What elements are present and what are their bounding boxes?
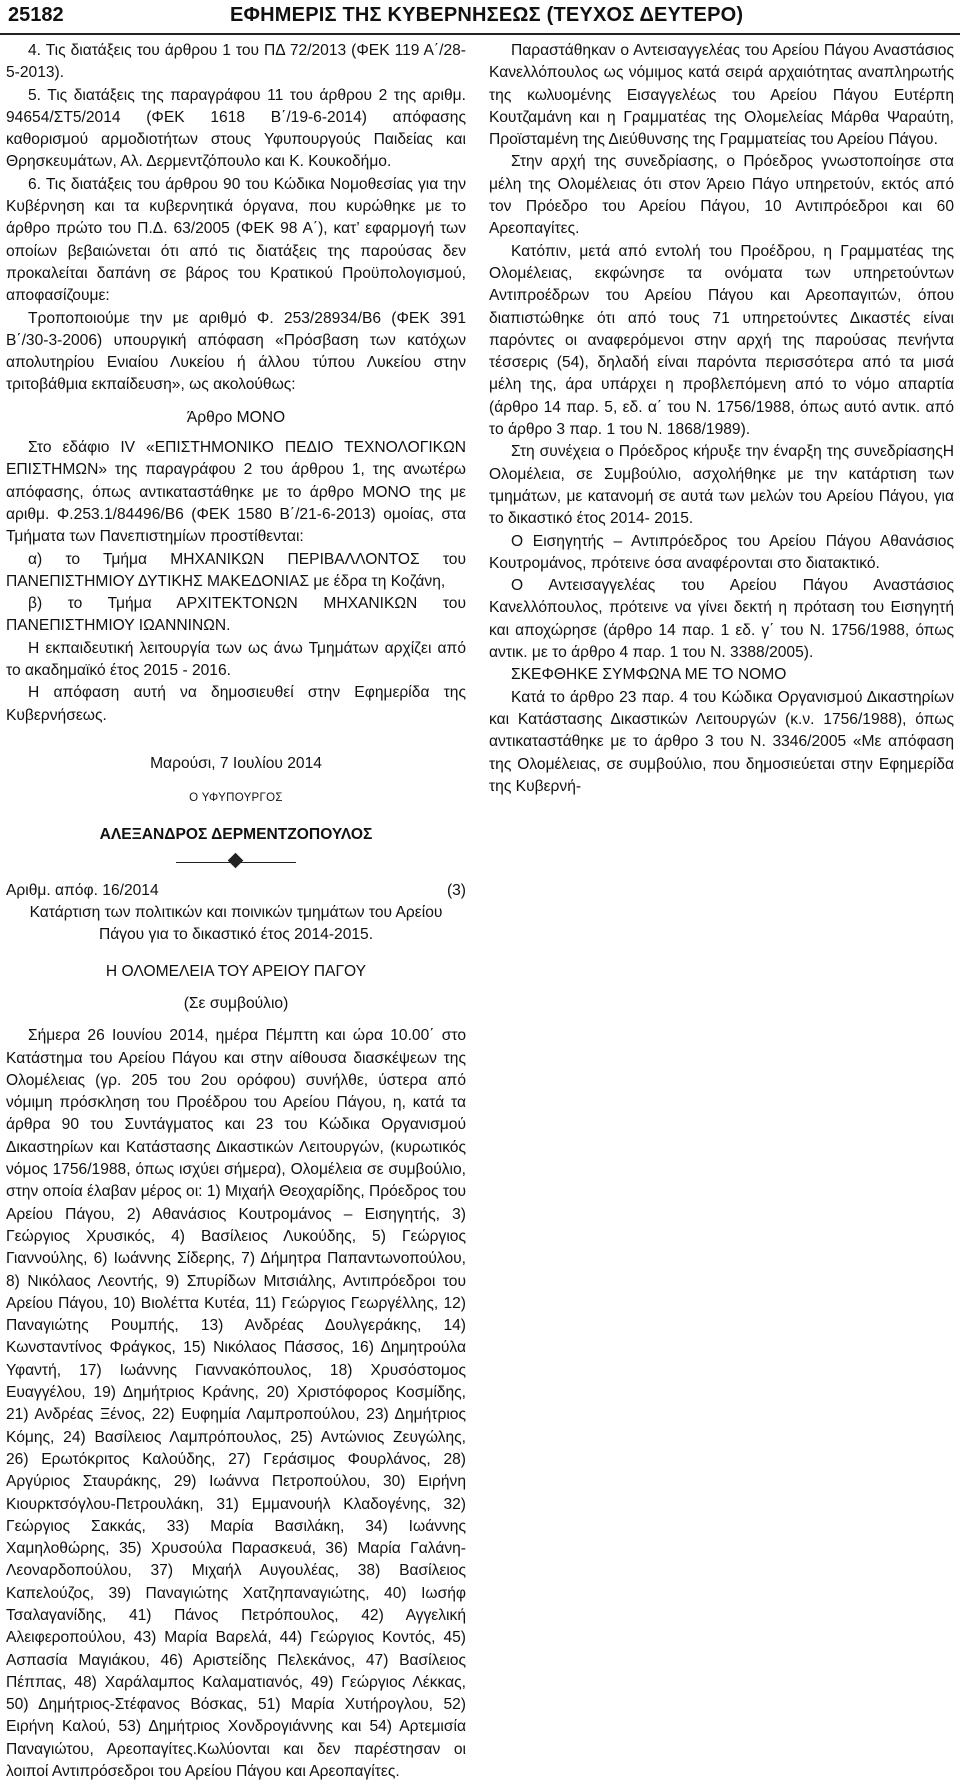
paragraph: Παραστάθηκαν ο Αντεισαγγελέας του Αρείου Πάγου Αναστάσιος Κανελλόπουλος ως νόμιμος κατά σειρά αρχαιότητας αναπληρωτής της κωλυομένης Εισαγγελέως του Αρείου Πάγου Ευτέρπη Κουτζαμάνη και η Γραμματέας της Ολομελείας Μάρθα Ψαραύτη, Προϊσταμένη της Διεύθυνσης της Γραμματείας του Αρείου Πάγου. <box>489 42 954 149</box>
paragraph: Στην αρχή της συνεδρίασης, ο Πρόεδρος γνωστοποίησε στα μέλη της Ολομέλειας ότι στον Άρειο Πάγο υπηρετούν, εκτός από τον Πρόεδρο του Αρείου Πάγου, 10 Αντιπρόεδροι και 60 Αρεοπαγίτες. <box>489 153 954 238</box>
paragraph: β) το Τμήμα ΑΡΧΙΤΕΚΤΟΝΩΝ ΜΗΧΑΝΙΚΩΝ του ΠΑΝΕΠΙΣΤΗΜΙΟΥ ΙΩΑΝΝΙΝΩΝ. <box>6 595 466 635</box>
paragraph: Η απόφαση αυτή να δημοσιευθεί στην Εφημερίδα της Κυβερνήσεως. <box>6 684 466 724</box>
paragraph: 5. Τις διατάξεις της παραγράφου 11 του άρθρου 2 της αριθμ. 94654/ΣΤ5/2014 (ΦΕΚ 1618 Β΄/19-6-2014) απόφασης καθορισμού αρμοδιοτήτων στους Υφυπουργούς Παιδείας και Θρησκευμάτων, Αλ. Δερμεντζόπουλο και Κ. Κουκοδήμο. <box>6 86 466 171</box>
diamond-icon <box>228 853 244 869</box>
paragraph: 6. Τις διατάξεις του άρθρου 90 του Κώδικα Νομοθεσίας για την Κυβέρνηση και τα κυβερνητικά όργανα, που κυρώθηκε με το άρθρο πρώτο του Π.Δ. 63/2005 (ΦΕΚ 98 Α΄), κατ’ εφαρμογή των οποίων βεβαιώνεται ότι από τις διατάξεις της παρούσας δεν προκαλείται δαπάνη σε βάρος του Κρατικού Προϋπολογισμού, αποφασίζουμε: <box>6 175 466 305</box>
paragraph: Κατά το άρθρο 23 παρ. 4 του Κώδικα Οργανισμού Δικαστηρίων και Κατάστασης Δικαστικών Λειτουργών (κ.ν. 1756/1988), όπως αντικαταστάθηκε με το άρθρο 3 του Ν. 3346/2005 «Με απόφαση της Ολομέλειας, σε συμβούλιο, που δημοσιεύεται στην Εφημερίδα της Κυβερνή- <box>489 688 954 795</box>
decision-header <box>6 880 466 902</box>
paragraph: Στο εδάφιο IV «ΕΠΙΣΤΗΜΟΝΙΚΟ ΠΕΔΙΟ ΤΕΧΝΟΛΟΓΙΚΩΝ ΕΠΙΣΤΗΜΩΝ» της παραγράφου 2 του άρθρου 1, της ανωτέρω απόφασης, όπως αντικαταστάθηκε με το άρθρο ΜΟΝΟ της με αριθμ. Φ.253.1/84496/Β6 (ΦΕΚ 1580 Β΄/21-6-2013) ομοίας, στα Τμήματα των Πανεπιστημίων προστίθενται: <box>6 439 466 546</box>
gazette-title: ΕΦΗΜΕΡΙΣ ΤΗΣ ΚΥΒΕΡΝΗΣΕΩΣ (ΤΕΥΧΟΣ ΔΕΥΤΕΡΟ) <box>230 4 744 26</box>
page-number: 25182 <box>8 4 64 26</box>
decision-index: (3) <box>446 881 466 899</box>
council-note: (Σε συμβούλιο) <box>183 994 289 1012</box>
left-column <box>6 40 466 1783</box>
signer-role: Ο ΥΦΥΠΟΥΡΓΟΣ <box>189 792 283 805</box>
decision-number: Αριθμ. απόφ. 16/2014 <box>6 881 159 899</box>
paragraph: 4. Τις διατάξεις του άρθρου 1 του ΠΔ 72/2013 (ΦΕΚ 119 Α΄/28-5-2013). <box>6 42 466 82</box>
paragraph: Κατόπιν, μετά από εντολή του Προέδρου, η Γραμματέας της Ολομέλειας, εκφώνησε τα ονόματα των υπηρετούντων Αντιπροέδρων του Αρείου Πάγου και Αρεοπαγιτών, όπου διαπιστώθηκε ότι από τους 71 υπηρετούντες Δικαστές είναι παρόντες οι αναφερόμενοι στην αρχή της παρούσας πενήντα τέσσερις (54), δηλαδή είναι παρόντα περισσότερα από τα μισά μέλη της, άρα υπάρχει η προβλεπόμενη από το νόμο απαρτία (άρθρο 14 παρ. 5, εδ. α΄ του Ν. 1756/1988, όπως αυτό αντικ. από το άρθρο 3 παρ. 1 του Ν. 1868/1989). <box>489 242 954 439</box>
paragraph: Ο Αντεισαγγελέας του Αρείου Πάγου Αναστάσιος Κανελλόπουλος, πρότεινε να γίνει δεκτή η πρόταση του Εισηγητή και αποχώρησε (άρθρο 14 παρ. 1 εδ. γ΄ του Ν. 1756/1988, όπως αντικ. με το άρθρο 4 παρ. 1 του Ν. 3388/2005). <box>489 577 954 662</box>
paragraph: Σήμερα 26 Ιουνίου 2014, ημέρα Πέμπτη και ώρα 10.00΄ στο Κατάστημα του Αρείου Πάγου και στην αίθουσα διασκέψεων της Ολομέλειας (γρ. 205 του 2ου ορόφου) συνήλθε, ύστερα από νόμιμη πρόσκληση του Προέδρου του Αρείου Πάγου, η, κατά τα άρθρα 90 του Συντάγματος και 23 του Κώδικα Οργανισμού Δικαστηρίων και Κατάστασης Δικαστικών Λειτουργών, (κυρωτικός νόμος 1756/1988, όπως ισχύει σήμερα), Ολομέλεια σε συμβούλιο, στην οποία έλαβαν μέρος οι: 1) Μιχαήλ Θεοχαρίδης, Πρόεδρος του Αρείου Πάγου, 2) Αθανάσιος Κουτρομάνος – Εισηγητής, 3) Γεώργιος Χρυσικός, 4) Βασίλειος Λυκούδης, 5) Γεώργιος Γιαννούλης, 6) Ιωάννης Σίδερης, 7) Δήμητρα Παπαντωνοπούλου, 8) Νικόλαος Λεοντής, 9) Σπυρίδων Μιτσιάλης, Αντιπρόεδροι του Αρείου Πάγου, 10) Βιολέττα Κυτέα, 11) Γεώργιος Γεωργέλλης, 12) Παναγιώτης Ρουμπής, 13) Ανδρέας Δουλγεράκης, 14) Κωνσταντίνος Φράγκος, 15) Νικόλαος Πάσσος, 16) Δημητρούλα Υφαντή, 17) Ιωάννης Γιαννακόπουλος, 18) Χρυσόστομος Ευαγγέλου, 19) Δημήτριος Κράνης, 20) Χριστόφορος Κοσμίδης, 21) Ανδρέας Ξένος, 22) Ευφημία Λαμπροπούλου, 23) Δημήτριος Κόμης, 24) Βασίλειος Λαμπρόπουλος, 25) Αντώνιος Ζευγώλης, 26) Ερωτόκριτος Καλούδης, 27) Γεράσιμος Φουρλάνος, 28) Αργύριος Σταυράκης, 29) Ιωάννα Πετροπούλου, 30) Ειρήνη Κιουρκτσόγλου-Πετρουλάκη, 31) Εμμανουήλ Κλαδογένης, 32) Γεώργιος Σακκάς, 33) Μαρία Βασιλάκη, 34) Ιωάννης Χαμηλοθώρης, 35) Χρυσούλα Παρασκευά, 36) Μαρία Γαλάνη-Λεοναρδοπούλου, 37) Μιχαήλ Αυγουλέας, 38) Βασίλειος Καπελούζος, 39) Παναγιώτης Χατζηπαναγιώτης, 40) Ιωσήφ Τσαλαγανίδης, 41) Πάνος Πετρόπουλος, 42) Αγγελική Αλειφεροπούλου, 43) Μαρία Βαρελά, 44) Γεώργιος Κοντός, 45) Ασπασία Μαγιάκου, 46) Αριστείδης Πελεκάνος, 47) Βασίλειος Πέππας, 48) Χαράλαμπος Καλαματιανός, 49) Γεώργιος Λέκκας, 50) Δημήτριος-Στέφανος Βόσκας, 51) Μαρία Χυτήρογλου, 52) Ειρήνη Καλού, 53) Δημήτριος Χονδρογιάννης και 54) Αρτεμισία Παναγιώτου, Αρεοπαγίτες.Κωλύονται και δεν παρέστησαν οι λοιποί Αντιπρόσεδροι του Αρείου Πάγου και Αρεοπαγίτες. <box>6 1027 467 1781</box>
paragraph: Τροποποιούμε την με αριθμό Φ. 253/28934/Β6 (ΦΕΚ 391 Β΄/30-3-2006) υπουργική απόφαση «Πρόσβαση των κατόχων απολυτηρίου Ενιαίου Λυκείου ή άλλου τύπου Λυκείου στην τριτοβάθμια εκπαίδευση», ως ακολούθως: <box>6 309 466 394</box>
decision-title: Κατάρτιση των πολιτικών και ποινικών τμημάτων του Αρείου Πάγου για το δικαστικό έτος 2014-2015. <box>29 904 443 944</box>
paragraph: Στη συνέχεια ο Πρόεδρος κήρυξε την έναρξη της συνεδρίασηςΗ Ολομέλεια, σε Συμβούλιο, ασχολήθηκε με την κατάρτιση των τμημάτων, με κατανομή σε αυτά των μελών του Αρείου Πάγου, για το δικαστικό έτος 2014- 2015. <box>489 443 954 528</box>
signer-name: ΑΛΕΞΑΝΔΡΟΣ ΔΕΡΜΕΝΤΖΟΠΟΥΛΟΣ <box>99 825 373 843</box>
separator <box>6 850 466 876</box>
paragraph: α) το Τμήμα ΜΗΧΑΝΙΚΩΝ ΠΕΡΙΒΑΛΛΟΝΤΟΣ του ΠΑΝΕΠΙΣΤΗΜΙΟΥ ΔΥΤΙΚΗΣ ΜΑΚΕΔΟΝΙΑΣ με έδρα τη Κοζάνη, <box>6 550 466 590</box>
date-place: Μαρούσι, 7 Ιουλίου 2014 <box>150 754 322 772</box>
right-column <box>489 40 954 798</box>
paragraph: Η εκπαιδευτική λειτουργία των ως άνω Τμημάτων αρχίζει από το ακαδημαϊκό έτος 2015 - 2016. <box>6 639 466 680</box>
paragraph: Ο Εισηγητής – Αντιπρόεδρος του Αρείου Πάγου Αθανάσιος Κουτρομάνος, πρότεινε όσα αναφέρονται στο διατακτικό. <box>489 532 954 572</box>
page-header <box>0 0 960 34</box>
header-rule <box>0 33 960 35</box>
section-heading: ΣΚΕΦΘΗΚΕ ΣΥΜΦΩΝΑ ΜΕ ΤΟ ΝΟΜΟ <box>511 666 787 684</box>
plenary-title: Η ΟΛΟΜΕΛΕΙΑ ΤΟΥ ΑΡΕΙΟΥ ΠΑΓΟΥ <box>105 962 367 980</box>
article-title: Άρθρο ΜΟΝΟ <box>186 408 286 426</box>
